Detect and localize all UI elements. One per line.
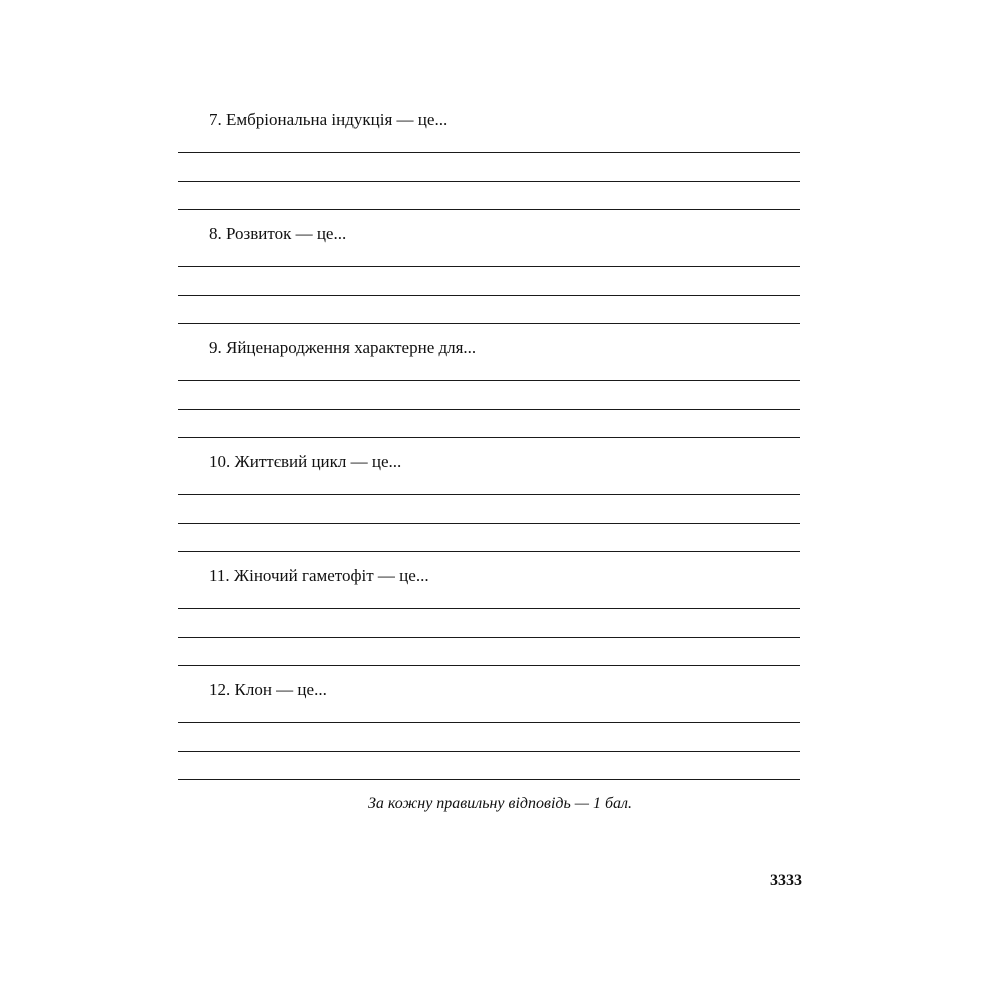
answer-line <box>178 779 800 780</box>
answer-line <box>178 380 800 381</box>
answer-line <box>178 323 800 324</box>
answer-line <box>178 494 800 495</box>
answer-line <box>178 523 800 524</box>
answer-line <box>178 295 800 296</box>
question-text: 12. Клон — це... <box>209 680 327 699</box>
answer-line <box>178 266 800 267</box>
answer-line <box>178 437 800 438</box>
question-text: 11. Жіночий гаметофіт — це... <box>209 566 429 585</box>
answer-line <box>178 152 800 153</box>
answer-line <box>178 637 800 638</box>
answer-line <box>178 181 800 182</box>
answer-line <box>178 551 800 552</box>
answer-line <box>178 608 800 609</box>
answer-line <box>178 665 800 666</box>
answer-line <box>178 722 800 723</box>
answer-line <box>178 209 800 210</box>
scoring-note: За кожну правильну відповідь — 1 бал. <box>367 795 633 812</box>
page-number: 3333 <box>770 872 802 889</box>
question-text: 7. Ембріональна індукція — це... <box>209 110 448 129</box>
answer-line <box>178 409 800 410</box>
question-text: 10. Життєвий цикл — це... <box>209 452 402 471</box>
question-text: 8. Розвиток — це... <box>209 224 347 243</box>
question-text: 9. Яйценародження характерне для... <box>209 338 477 357</box>
answer-line <box>178 751 800 752</box>
